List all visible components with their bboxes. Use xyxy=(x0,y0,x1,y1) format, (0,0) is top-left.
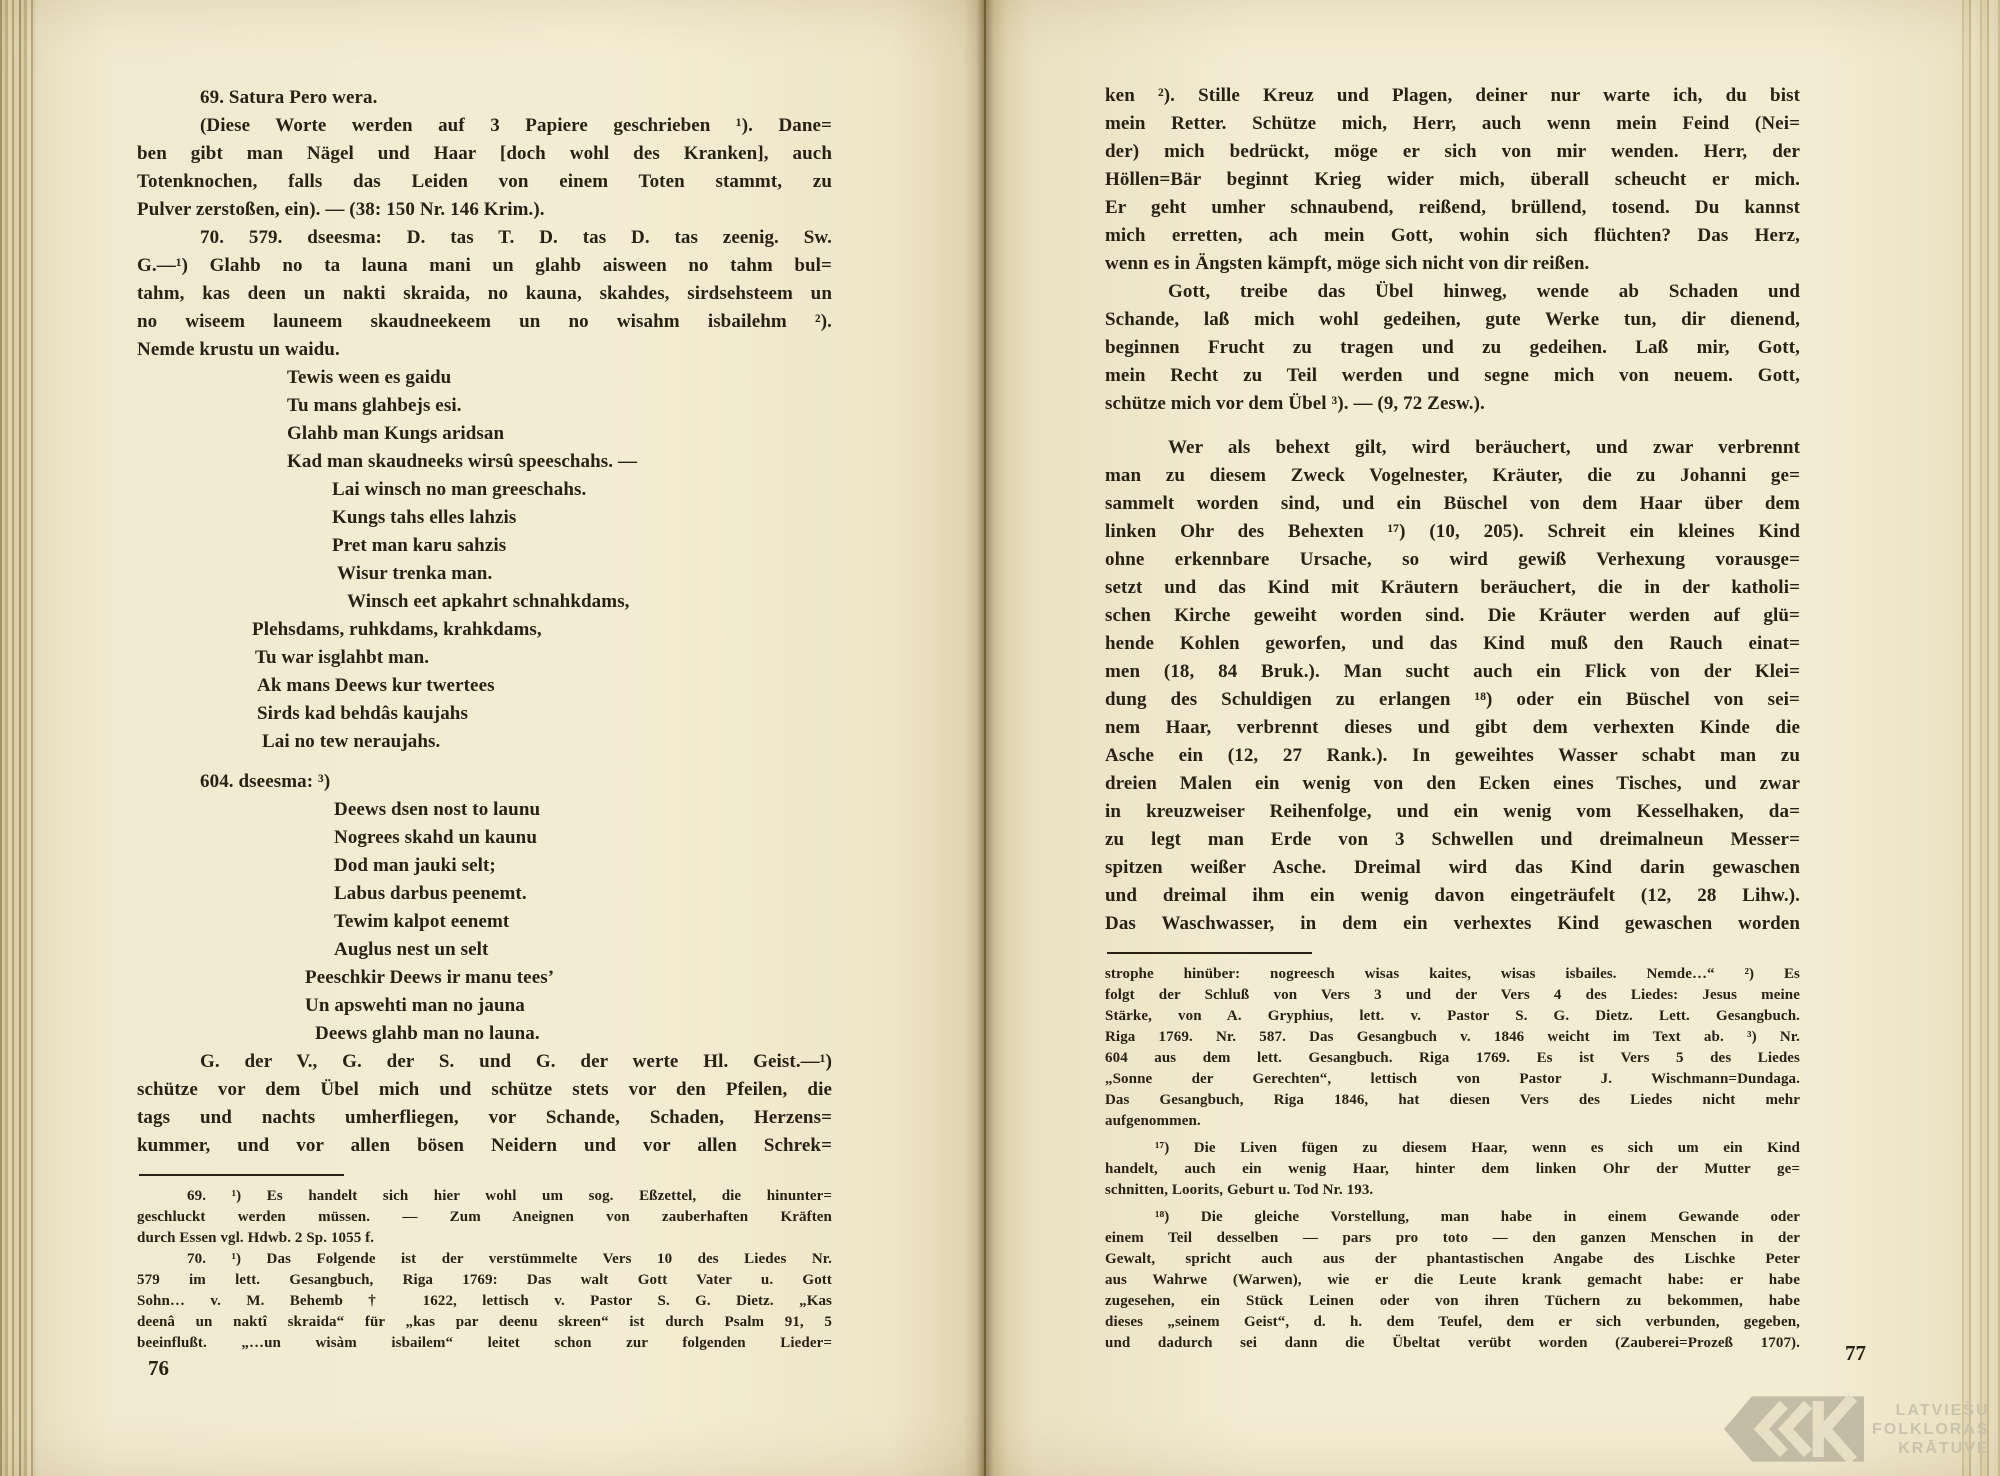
text-line: hende Kohlen geworfen, und das Kind muß den Rauch einat= xyxy=(1105,633,1800,654)
text-line: Schande, laß mich wohl gedeihen, gute Werke tun, dir dienend, xyxy=(1105,309,1800,330)
footnote-70 xyxy=(137,1249,832,1354)
paragraph-69 xyxy=(137,112,832,224)
text-line: Stärke, von A. Gryphius, lett. v. Pastor S. G. Dietz. Lett. Gesangbuch. xyxy=(1105,1008,1800,1024)
poem-line: Pret man karu sahzis xyxy=(332,535,507,556)
text-line: der) mich bedrückt, möge er sich von mir wenden. Herr, der xyxy=(1105,141,1800,162)
text-line: einem Teil desselben — pars pro toto — den ganzen Menschen in der xyxy=(1105,1230,1800,1246)
text-line: Riga 1769. Nr. 587. Das Gesangbuch v. 1846 weicht im Text ab. ³) Nr. xyxy=(1105,1029,1800,1045)
paragraph-70 xyxy=(137,224,832,364)
text-line: ¹⁸) Die gleiche Vorstellung, man habe in einem Gewande oder xyxy=(1155,1209,1800,1225)
text-line: handelt, auch ein wenig Haar, hinter dem linken Ohr der Mutter ge= xyxy=(1105,1161,1800,1177)
text-line: Das Gesangbuch, Riga 1846, hat diesen Vers des Liedes nicht mehr xyxy=(1105,1092,1800,1108)
footnote-17 xyxy=(1105,1138,1800,1201)
text-line: 579 im lett. Gesangbuch, Riga 1769: Das walt Gott Vater u. Gott xyxy=(137,1272,832,1288)
text-line: 70. 579. dseesma: D. tas T. D. tas D. tas zeenig. Sw. xyxy=(200,227,832,248)
poem-2 xyxy=(137,796,832,1048)
footnote-69 xyxy=(137,1186,832,1249)
text-line: ohne erkennbare Ursache, so wird gewiß Verhexung vorausge= xyxy=(1105,549,1800,570)
text-line: aufgenommen. xyxy=(1105,1113,1201,1129)
text-line: zugesehen, ein Stück Leinen oder von ihren Tüchern zu bekommen, habe xyxy=(1105,1293,1800,1309)
text-line: 604 aus dem lett. Gesangbuch. Riga 1769. Es ist Vers 5 des Liedes xyxy=(1105,1050,1800,1066)
text-line: wenn es in Ängsten kämpft, möge sich nicht von dir reißen. xyxy=(1105,253,1590,274)
paragraph-behext xyxy=(1105,434,1800,938)
text-line: Nemde krustu un waidu. xyxy=(137,339,340,360)
text-line: dieses „seinem Geist“, d. h. dem Teufel, dem er sich verbunden, gegeben, xyxy=(1105,1314,1800,1330)
text-line: dung des Schuldigen zu erlangen ¹⁸) oder ein Büschel von sei= xyxy=(1105,689,1800,710)
text-line: man zu diesem Zweck Vogelnester, Kräuter, die zu Johanni ge= xyxy=(1105,465,1800,486)
poem-line: Kungs tahs elles lahzis xyxy=(332,507,517,528)
text-line: ¹⁷) Die Liven fügen zu diesem Haar, wenn es sich um ein Kind xyxy=(1155,1140,1800,1156)
text-line: ben gibt man Nägel und Haar [doch wohl des Kranken], auch xyxy=(137,143,832,164)
text-line: linken Ohr des Behexten ¹⁷) (10, 205). Schreit ein kleines Kind xyxy=(1105,521,1800,542)
text-line: deenâ un naktî skraida“ für „kas par deenu skreen“ ist durch Psalm 91, 5 xyxy=(137,1314,832,1330)
text-line: Totenknochen, falls das Leiden von einem Toten stammt, zu xyxy=(137,171,832,192)
text-line: geschluckt werden müssen. — Zum Aneignen von zauberhaften Kräften xyxy=(137,1209,832,1225)
text-line: no wiseem launeem skaudneekeem un no wisahm isbailehm ²). xyxy=(137,311,832,332)
text-line: folgt der Schluß von Vers 3 und der Vers 4 des Liedes: Jesus meine xyxy=(1105,987,1800,1003)
poem-line: Lai no tew neraujahs. xyxy=(262,731,441,752)
footnote-rule-left xyxy=(139,1174,344,1176)
text-line: men (18, 84 Bruk.). Man sucht auch ein Flick von der Klei= xyxy=(1105,661,1800,682)
text-line: schütze vor dem Übel mich und schütze stets vor den Pfeilen, die xyxy=(137,1079,832,1100)
archive-watermark xyxy=(1724,1388,1990,1470)
text-line: Pulver zerstoßen, ein). — (38: 150 Nr. 146 Krim.). xyxy=(137,199,545,220)
text-line: Höllen=Bär beginnt Krieg wider mich, überall scheucht er mich. xyxy=(1105,169,1800,190)
section-heading-69: 69. Satura Pero wera. xyxy=(200,87,378,108)
poem-line: Kad man skaudneeks wirsû speeschahs. — xyxy=(287,451,638,472)
archive-name xyxy=(1872,1401,1990,1458)
text-line: tahm, kas deen un nakti skraida, no kauna, skahdes, sirdsehsteem un xyxy=(137,283,832,304)
page-right xyxy=(985,0,1958,1476)
poem-line: Tu mans glahbejs esi. xyxy=(287,395,462,416)
poem-line: Auglus nest un selt xyxy=(334,939,489,960)
text-line: spitzen weißer Asche. Dreimal wird das Kind darin gewaschen xyxy=(1105,857,1800,878)
text-line: schen Kirche geweiht worden sind. Die Kräuter werden auf glü= xyxy=(1105,605,1800,626)
text-line: aus Wahrwe (Warwen), wie er die Leute krank gemacht habe: er habe xyxy=(1105,1272,1800,1288)
text-line: G. der V., G. der S. und G. der werte Hl. Geist.—¹) xyxy=(200,1051,832,1072)
text-line: G.—¹) Glahb no ta launa mani un glahb aisween no tahm bul= xyxy=(137,255,832,276)
text-line: in kreuzweiser Reihenfolge, und ein wenig vom Kesselhaken, da= xyxy=(1105,801,1800,822)
right-page-edges xyxy=(1958,0,2000,1476)
poem-line: Plehsdams, ruhkdams, krahkdams, xyxy=(252,619,542,640)
left-text-column xyxy=(137,84,832,1354)
text-line: zu legt man Erde von 3 Schwellen und dreimalneun Messer= xyxy=(1105,829,1800,850)
text-line: Sohn… v. M. Behemb † 1622, lettisch v. Pastor S. G. Dietz. „Kas xyxy=(137,1293,832,1309)
poem-line: Labus darbus peenemt. xyxy=(334,883,527,904)
paragraph-geist xyxy=(137,1048,832,1160)
poem-line: Nogrees skahd un kaunu xyxy=(334,827,538,848)
archive-name-line: KRĀTUVE xyxy=(1898,1439,1990,1457)
footnote-continuation xyxy=(1105,964,1800,1132)
poem-line: Tewim kalpot eenemt xyxy=(334,911,510,932)
poem-line: Wisur trenka man. xyxy=(337,563,493,584)
archive-name-line: FOLKLORAS xyxy=(1872,1420,1990,1438)
text-line: schütze mich vor dem Übel ³). — (9, 72 Zesw.). xyxy=(1105,393,1485,414)
text-line: Gott, treibe das Übel hinweg, wende ab Schaden und xyxy=(1168,281,1800,302)
text-line: mich erretten, ach mein Gott, wohin sich flüchten? Das Herz, xyxy=(1105,225,1800,246)
text-line: (Diese Worte werden auf 3 Papiere geschrieben ¹). Dane= xyxy=(200,115,832,136)
text-line: setzt und das Kind mit Kräutern beräuchert, die in der katholi= xyxy=(1105,577,1800,598)
text-line: dreien Malen ein wenig von den Ecken eines Tisches, und zwar xyxy=(1105,773,1800,794)
lfk-logo-icon xyxy=(1724,1391,1864,1467)
poem-line: Sirds kad behdâs kaujahs xyxy=(257,703,468,724)
page-left xyxy=(36,0,985,1476)
text-line: 70. ¹) Das Folgende ist der verstümmelte Vers 10 des Liedes Nr. xyxy=(187,1251,832,1267)
text-line: beeinflußt. „…un wisàm isbailem“ leitet schon zur folgenden Lieder= xyxy=(137,1335,832,1351)
footnote-rule-right xyxy=(1107,952,1312,954)
text-line: nem Haar, verbrennt dieses und gibt dem verhexten Kinde die xyxy=(1105,717,1800,738)
archive-name-line: LATVIEŠU xyxy=(1895,1401,1990,1419)
page-number-77: 77 xyxy=(1845,1341,1866,1365)
text-line: Er geht umher schnaubend, reißend, brüllend, tosend. Du kannst xyxy=(1105,197,1800,218)
poem-line: Peeschkir Deews ir manu tees’ xyxy=(305,967,555,988)
paragraph-gott-treibe xyxy=(1105,278,1800,418)
poem-line: Deews dsen nost to launu xyxy=(334,799,541,820)
poem-line: Tu war isglahbt man. xyxy=(255,647,430,668)
text-line: mein Retter. Schütze mich, Herr, auch wenn mein Feind (Nei= xyxy=(1105,113,1800,134)
poem-line: Lai winsch no man greeschahs. xyxy=(332,479,587,500)
text-line: Wer als behext gilt, wird beräuchert, und zwar verbrennt xyxy=(1168,437,1800,458)
poem-line: Glahb man Kungs aridsan xyxy=(287,423,505,444)
text-line: ken ²). Stille Kreuz und Plagen, deiner nur warte ich, du bist xyxy=(1105,85,1800,106)
poem-line: Dod man jauki selt; xyxy=(334,855,496,876)
paragraph-continuation xyxy=(1105,82,1800,278)
text-line: strophe hinüber: nogreesch wisas kaites, wisas isbailes. Nemde…“ ²) Es xyxy=(1105,966,1800,982)
text-line: und dreimal ihm ein wenig davon eingeträufelt (12, 28 Lihw.). xyxy=(1105,885,1800,906)
text-line: schnitten, Loorits, Geburt u. Tod Nr. 193. xyxy=(1105,1182,1374,1198)
text-line: und dadurch sei dann die Übeltat verübt worden (Zauberei=Prozeß 1707). xyxy=(1105,1335,1800,1351)
footnote-18 xyxy=(1105,1207,1800,1354)
text-line: sammelt worden sind, und ein Büschel von dem Haar über dem xyxy=(1105,493,1800,514)
text-line: Asche ein (12, 27 Rank.). In geweihtes Wasser schabt man zu xyxy=(1105,745,1800,766)
right-text-column xyxy=(1105,82,1800,1354)
footnotes-left xyxy=(137,1186,832,1354)
text-line: Das Waschwasser, in dem ein verhextes Kind gewaschen worden xyxy=(1105,913,1800,934)
text-line: kummer, und vor allen bösen Neidern und vor allen Schrek= xyxy=(137,1135,832,1156)
poem-line: Ak mans Deews kur twertees xyxy=(257,675,495,696)
text-line: 69. ¹) Es handelt sich hier wohl um sog. Eßzettel, die hinunter= xyxy=(187,1188,832,1204)
text-line: beginnen Frucht zu tragen und zu gedeihen. Laß mir, Gott, xyxy=(1105,337,1800,358)
poem-line: Tewis ween es gaidu xyxy=(287,367,452,388)
poem-line: Deews glahb man no launa. xyxy=(315,1023,540,1044)
section-heading-604: 604. dseesma: ³) xyxy=(200,771,331,792)
text-line: Gewalt, spricht auch aus der phantastischen Angabe des Lischke Peter xyxy=(1105,1251,1800,1267)
page-number-76: 76 xyxy=(148,1356,169,1380)
text-line: „Sonne der Gerechten“, lettisch von Pastor J. Wischmann=Dundaga. xyxy=(1105,1071,1800,1087)
text-line: mein Recht zu Teil werden und segne mich von neuem. Gott, xyxy=(1105,365,1800,386)
text-line: durch Essen vgl. Hdwb. 2 Sp. 1055 f. xyxy=(137,1230,375,1246)
poem-line: Winsch eet apkahrt schnahkdams, xyxy=(347,591,630,612)
footnotes-right xyxy=(1105,964,1800,1354)
left-page-edges xyxy=(0,0,38,1476)
text-line: tags und nachts umherfliegen, vor Schande, Schaden, Herzens= xyxy=(137,1107,832,1128)
poem-1 xyxy=(137,364,832,756)
poem-line: Un apswehti man no jauna xyxy=(305,995,525,1016)
